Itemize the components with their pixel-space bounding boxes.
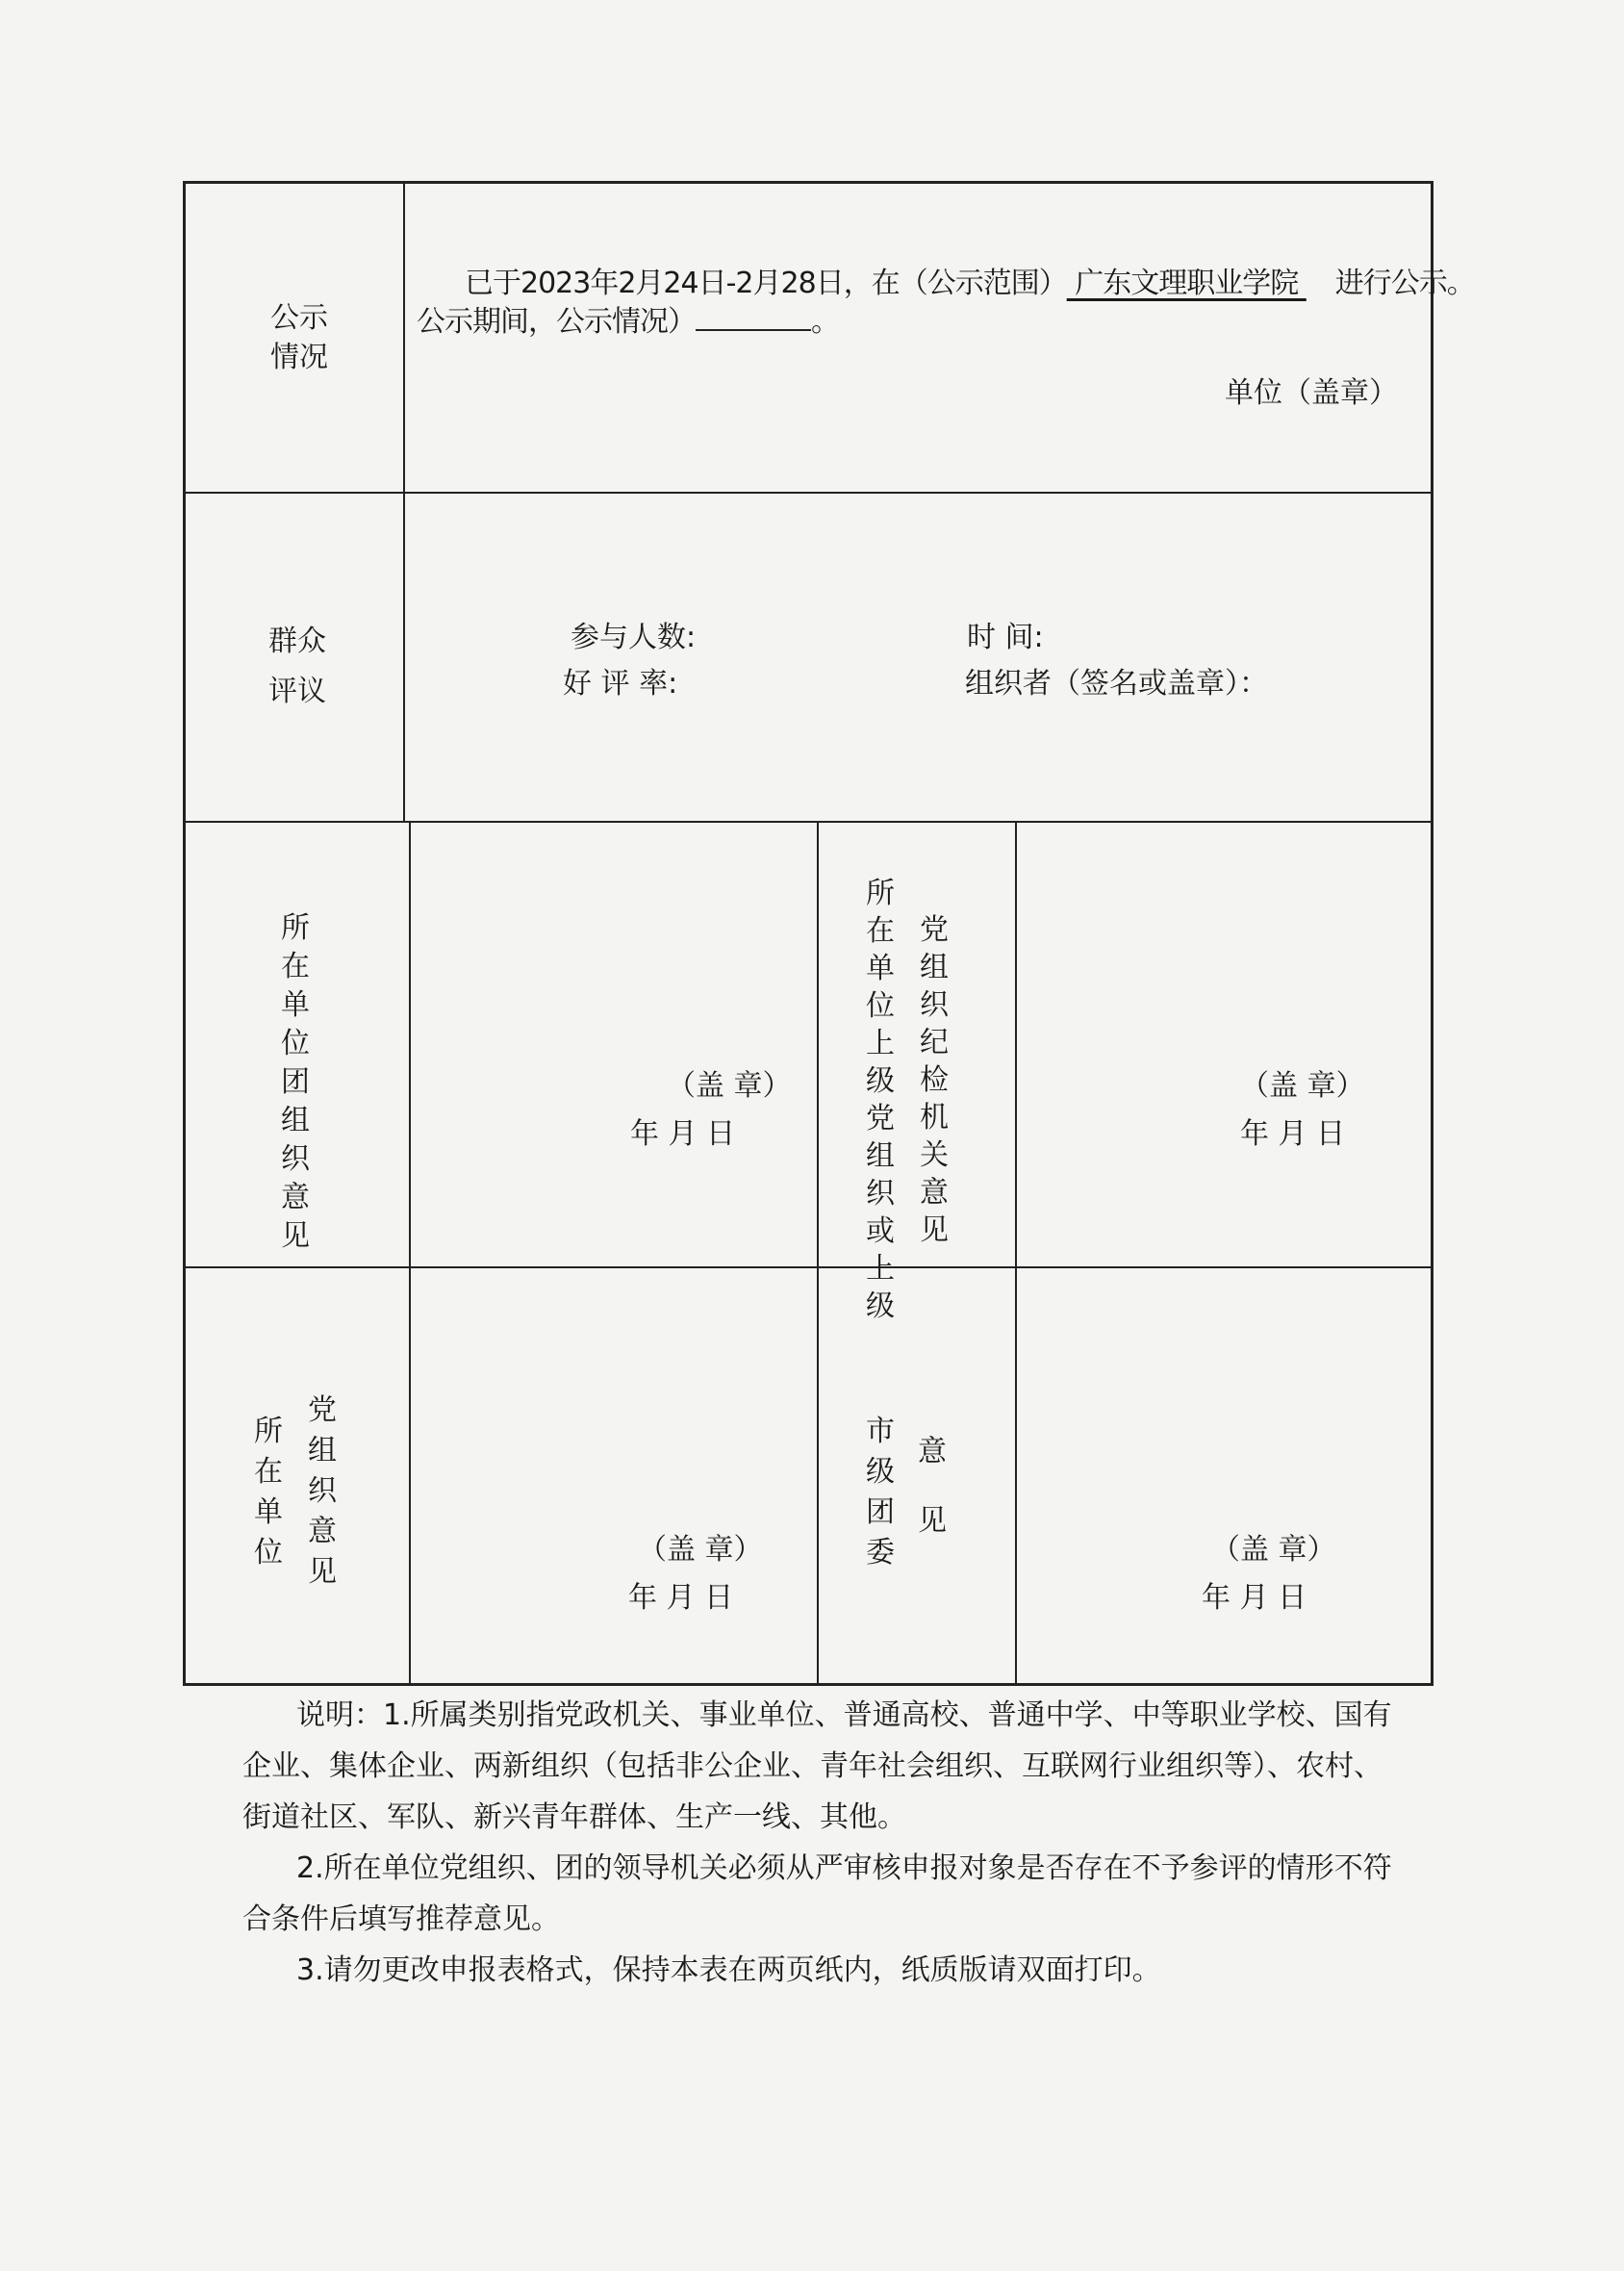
row-divider: [186, 821, 1431, 823]
note-2: 2.所在单位党组织、团的领导机关必须从严审核申报对象是否存在不予参评的情形不符合条件后填写推荐意见。: [242, 1851, 1392, 1936]
column-divider: [817, 821, 819, 1683]
publicity-blank: [696, 308, 811, 331]
discipline-stamp: （盖 章）: [1240, 1069, 1365, 1103]
column-divider: [403, 184, 405, 821]
column-divider: [409, 821, 411, 1683]
review-rate: 好 评 率:: [563, 667, 678, 701]
city-label-col1: 市级团委: [866, 1415, 895, 1569]
city-stamp: （盖 章）: [1211, 1533, 1336, 1567]
publicity-line-2: 公示期间，公示情况） 。: [417, 305, 839, 339]
party-stamp: （盖 章）: [638, 1533, 763, 1567]
discipline-label-col2: 党组织纪检机关意见: [920, 913, 949, 1247]
publicity-stamp: 单位（盖章）: [1225, 376, 1398, 410]
application-form-table: [183, 181, 1475, 1686]
note-3: 3.请勿更改申报表格式，保持本表在两页纸内，纸质版请双面打印。: [296, 1953, 1161, 1987]
city-label-col2: 意见: [918, 1435, 947, 1538]
publicity-label: 公示 情况: [270, 301, 328, 374]
discipline-date: 年 月 日: [1240, 1117, 1346, 1151]
league-date: 年 月 日: [630, 1117, 736, 1151]
league-stamp: （盖 章）: [667, 1069, 792, 1103]
party-label-col1: 所在单位: [254, 1415, 283, 1569]
discipline-label-col1: 所在单位上级党组织或上级: [866, 877, 895, 1323]
note-1: 说明：1.所属类别指党政机关、事业单位、普通高校、普通中学、中等职业学校、国有企业、集体企业、两新组织（包括非公企业、青年社会组织、互联网行业组织等）、农村、街道社区、军队、新兴青年群体、生产一线、其他。: [242, 1698, 1392, 1834]
review-time: 时 间:: [967, 621, 1044, 654]
review-organizer: 组织者（签名或盖章）：: [965, 667, 1268, 701]
publicity-scope: 广东文理职业学院: [1066, 267, 1307, 300]
party-label-col2: 党组织意见: [308, 1393, 337, 1589]
review-participants: 参与人数:: [571, 621, 697, 654]
league-opinion-label: 所在单位团组织意见: [281, 911, 310, 1253]
row-divider: [186, 492, 1431, 494]
city-date: 年 月 日: [1202, 1581, 1307, 1615]
party-date: 年 月 日: [628, 1581, 734, 1615]
row-divider: [186, 1266, 1431, 1268]
column-divider: [1015, 821, 1017, 1683]
publicity-line-1: 已于2023年2月24日-2月28日，在（公示范围） 广东文理职业学院 进行公示。: [465, 267, 1475, 300]
review-label: 群众 评议: [268, 625, 326, 708]
form-notes: [242, 1690, 1407, 1996]
